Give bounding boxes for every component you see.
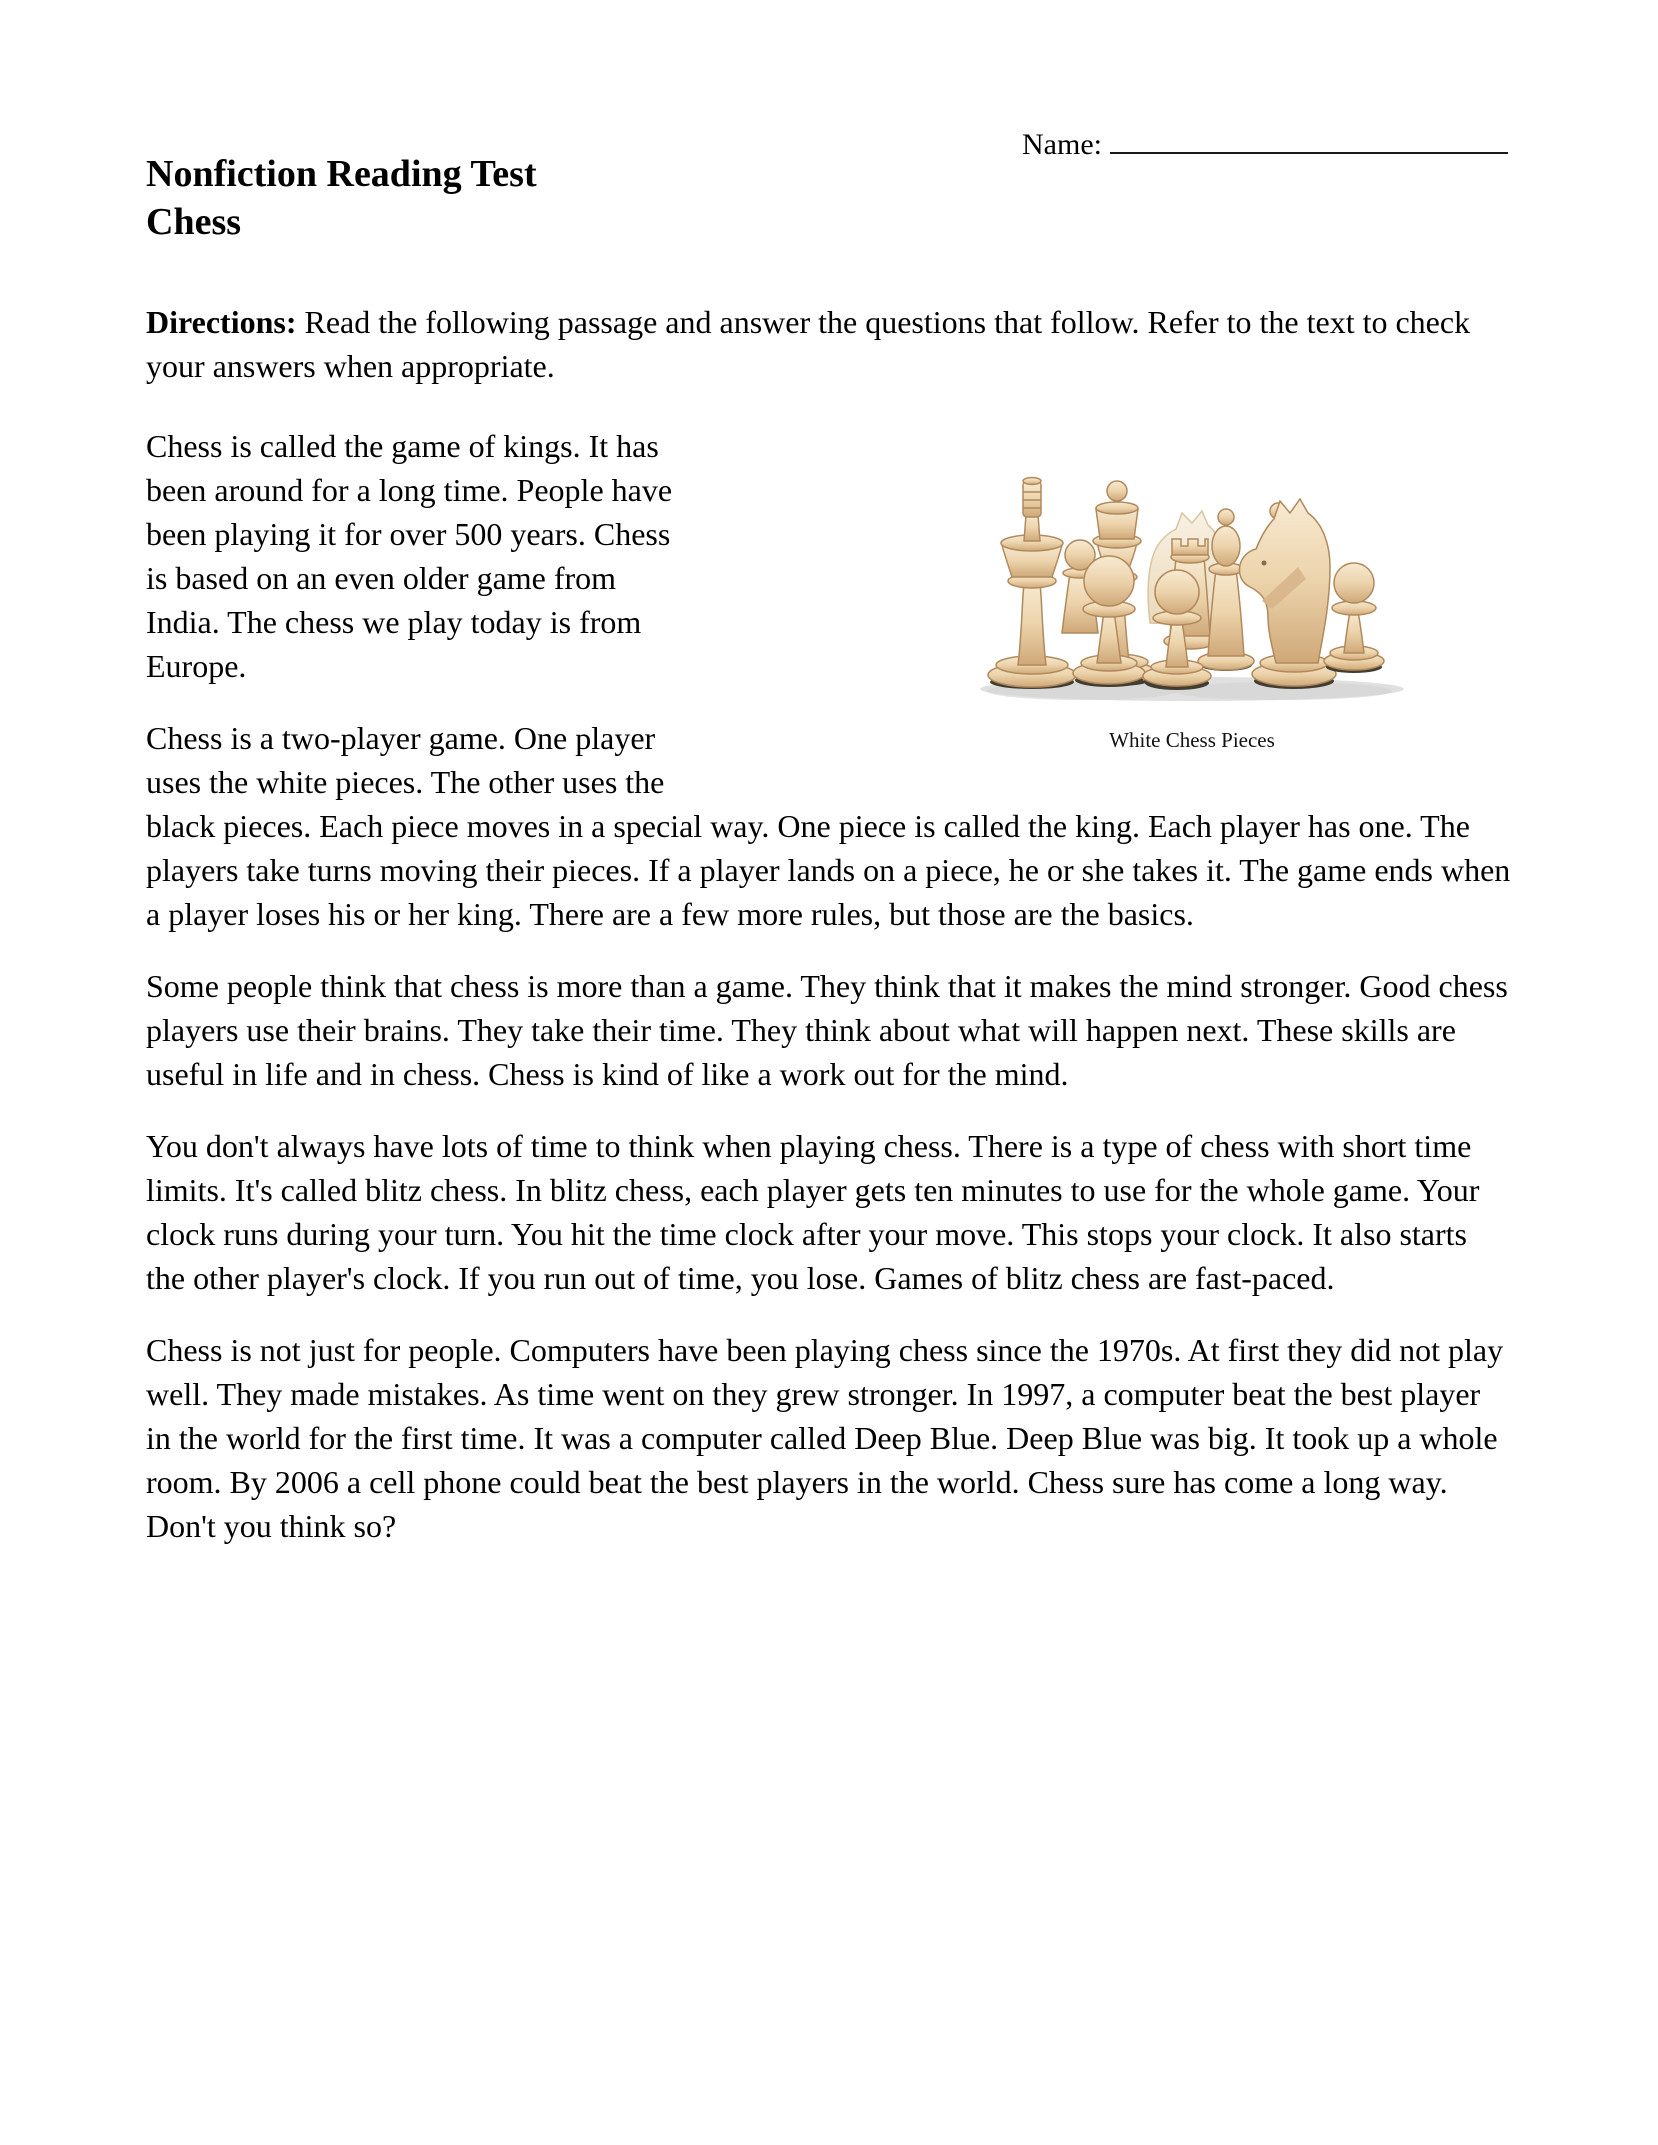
name-label: Name: <box>1022 128 1102 161</box>
figure-caption: White Chess Pieces <box>1109 728 1275 752</box>
name-row <box>1022 122 1508 162</box>
page-subtitle: Chess <box>146 201 242 243</box>
chess-photo-inner <box>962 424 1422 753</box>
king-piece <box>988 478 1076 690</box>
paragraph-1-line: is based on an even older game from <box>146 560 617 596</box>
paragraph-1-line: Chess is called the game of kings. It has <box>146 428 659 464</box>
paragraph-1-line: been playing it for over 500 years. Chess <box>146 516 671 552</box>
paragraph-1-line: India. The chess we play today is from <box>146 604 642 640</box>
chess-pieces-image <box>962 451 1422 706</box>
name-blank-line <box>1110 122 1508 154</box>
passage <box>146 424 1512 1576</box>
paragraph-2-line: Chess is a two-player game. One player <box>146 720 656 756</box>
directions-label: Directions: <box>146 304 297 340</box>
paragraph-2-rest: black pieces. Each piece moves in a special way. One piece is called the king. Each player has one. The players take turns moving their pieces. If a player lands on a piece, he or she takes it. The game ends when a player loses his or her king. There are a few more rules, but those are the basics. <box>146 808 1511 932</box>
chess-photo-figure <box>822 424 1512 798</box>
paragraph-5: Chess is not just for people. Computers have been playing chess since the 1970s. At first they did not play well. They made mistakes. As time went on they grew stronger. In 1997, a computer beat the best player in the world for the first time. It was a computer called Deep Blue. Deep Blue was big. It took up a whole room. By 2006 a cell phone could beat the best players in the world. Chess sure has come a long way. Don't you think so? <box>146 1332 1504 1544</box>
right-pawn-piece <box>1324 563 1384 673</box>
paragraph-1-line: Europe. <box>146 648 247 684</box>
title-block <box>146 150 1512 246</box>
directions-text: Read the following passage and answer the questions that follow. Refer to the text to check your answers when appropriate. <box>146 304 1471 384</box>
page-title: Nonfiction Reading Test <box>146 153 537 195</box>
paragraph-4: You don't always have lots of time to think when playing chess. There is a type of chess with short time limits. It's called blitz chess. In blitz chess, each player gets ten minutes to use for the whole game. Your clock runs during your turn. You hit the time clock after your move. This stops your clock. It also starts the other player's clock. If you run out of time, you lose. Games of blitz chess are fast-paced. <box>146 1128 1480 1296</box>
paragraph-3: Some people think that chess is more than a game. They think that it makes the mind stronger. Good chess players use their brains. They take their time. They think about what will happen next. These skills are useful in life and in chess. Chess is kind of like a work out for the mind. <box>146 968 1508 1092</box>
paragraph-2-line: uses the white pieces. The other uses the <box>146 764 665 800</box>
directions-paragraph <box>146 300 1512 388</box>
paragraph-1-line: been around for a long time. People have <box>146 472 673 508</box>
